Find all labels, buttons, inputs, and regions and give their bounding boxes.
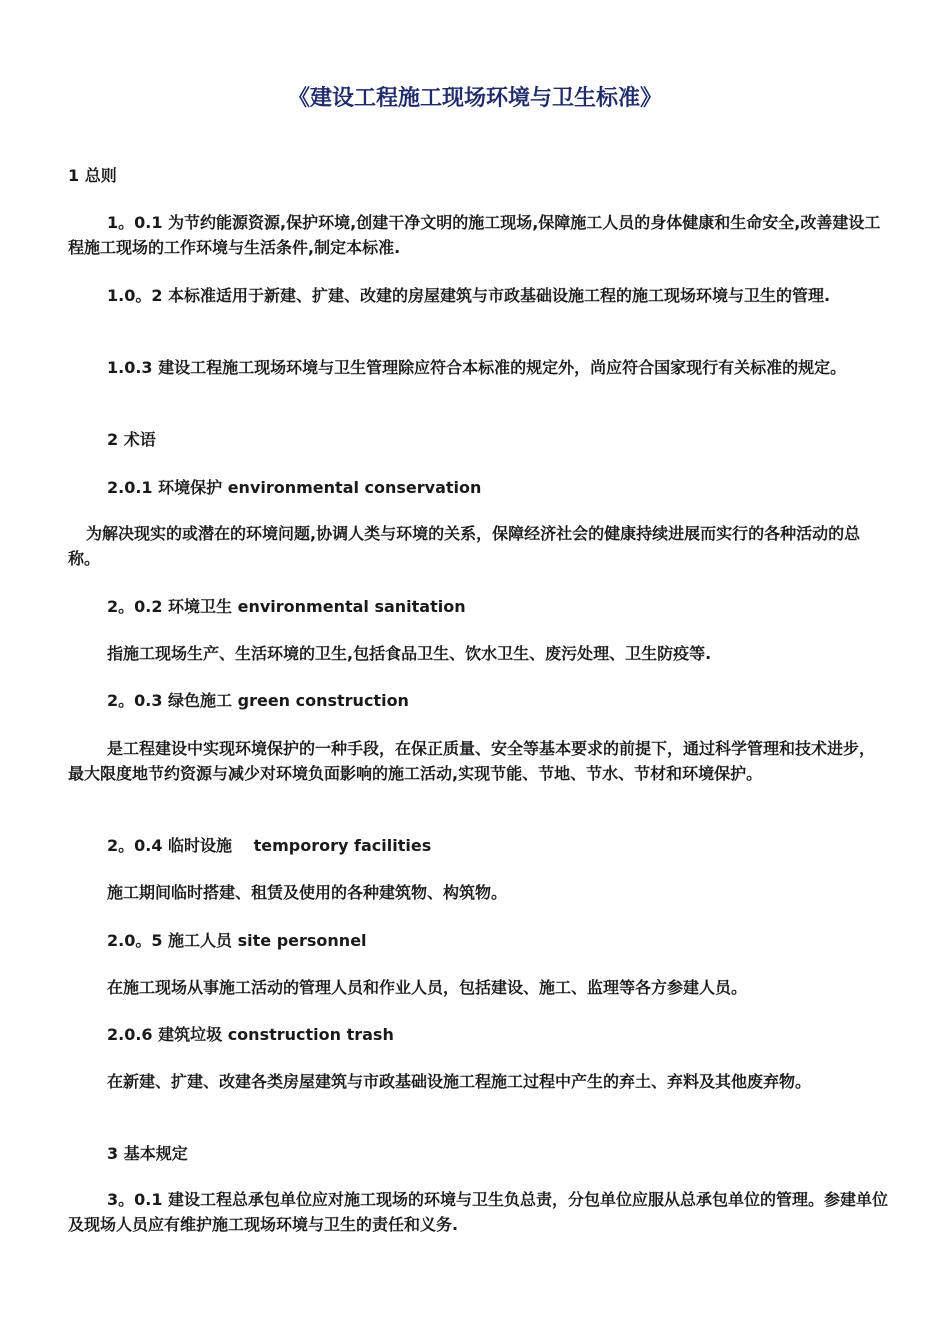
term-2-0-6-definition: 在新建、扩建、改建各类房屋建筑与市政基础设施工程施工过程中产生的弃土、弃料及其他废弃物。 xyxy=(107,1072,812,1091)
term-2-0-1-definition: 为解决现实的或潜在的环境问题,协调人类与环境的关系，保障经济社会的健康持续进展而实行的各种活动的总称。 xyxy=(68,524,861,568)
term-2-0-5-definition: 在施工现场从事施工活动的管理人员和作业人员，包括建设、施工、监理等各方参建人员。 xyxy=(107,978,748,997)
clause-1-0-3: 1.0.3 建设工程施工现场环境与卫生管理除应符合本标准的规定外，尚应符合国家现行有关标准的规定。 xyxy=(107,358,847,377)
term-2-0-6-heading: 2.0.6 建筑垃圾 construction trash xyxy=(107,1025,394,1044)
document-title: 《建设工程施工现场环境与卫生标准》 xyxy=(287,85,662,111)
term-2-0-5-heading: 2.0。5 施工人员 site personnel xyxy=(107,931,367,950)
section-heading-terms: 2 术语 xyxy=(107,430,156,449)
term-2-0-3-heading: 2。0.3 绿色施工 green construction xyxy=(107,691,409,710)
term-2-0-4-heading: 2。0.4 临时设施 temporory facilities xyxy=(107,836,432,855)
term-2-0-4-definition: 施工期间临时搭建、租赁及使用的各种建筑物、构筑物。 xyxy=(107,883,508,902)
term-2-0-1-heading: 2.0.1 环境保护 environmental conservation xyxy=(107,478,482,497)
clause-1-0-1: 1。0.1 为节约能源资源,保护环境,创建干净文明的施工现场,保障施工人员的身体健康和生命安全,改善建设工程施工现场的工作环境与生活条件,制定本标准. xyxy=(68,213,881,257)
term-2-0-3-definition: 是工程建设中实现环境保护的一种手段，在保正质量、安全等基本要求的前提下，通过科学管理和技术进步，最大限度地节约资源与减少对环境负面影响的施工活动,实现节能、节地、节水、节材和环境保护。 xyxy=(68,739,876,783)
section-heading-basic-rules: 3 基本规定 xyxy=(107,1144,188,1163)
term-2-0-2-definition: 指施工现场生产、生活环境的卫生,包括食品卫生、饮水卫生、废污处理、卫生防疫等. xyxy=(107,644,712,663)
term-2-0-2-heading: 2。0.2 环境卫生 environmental sanitation xyxy=(107,597,466,616)
clause-3-0-1: 3。0.1 建设工程总承包单位应对施工现场的环境与卫生负总责，分包单位应服从总承包单位的管理。参建单位及现场人员应有维护施工现场环境与卫生的责任和义务. xyxy=(68,1190,889,1234)
section-heading-general: 1 总则 xyxy=(68,166,117,185)
clause-1-0-2: 1.0。2 本标准适用于新建、扩建、改建的房屋建筑与市政基础设施工程的施工现场环境与卫生的管理. xyxy=(107,286,831,305)
